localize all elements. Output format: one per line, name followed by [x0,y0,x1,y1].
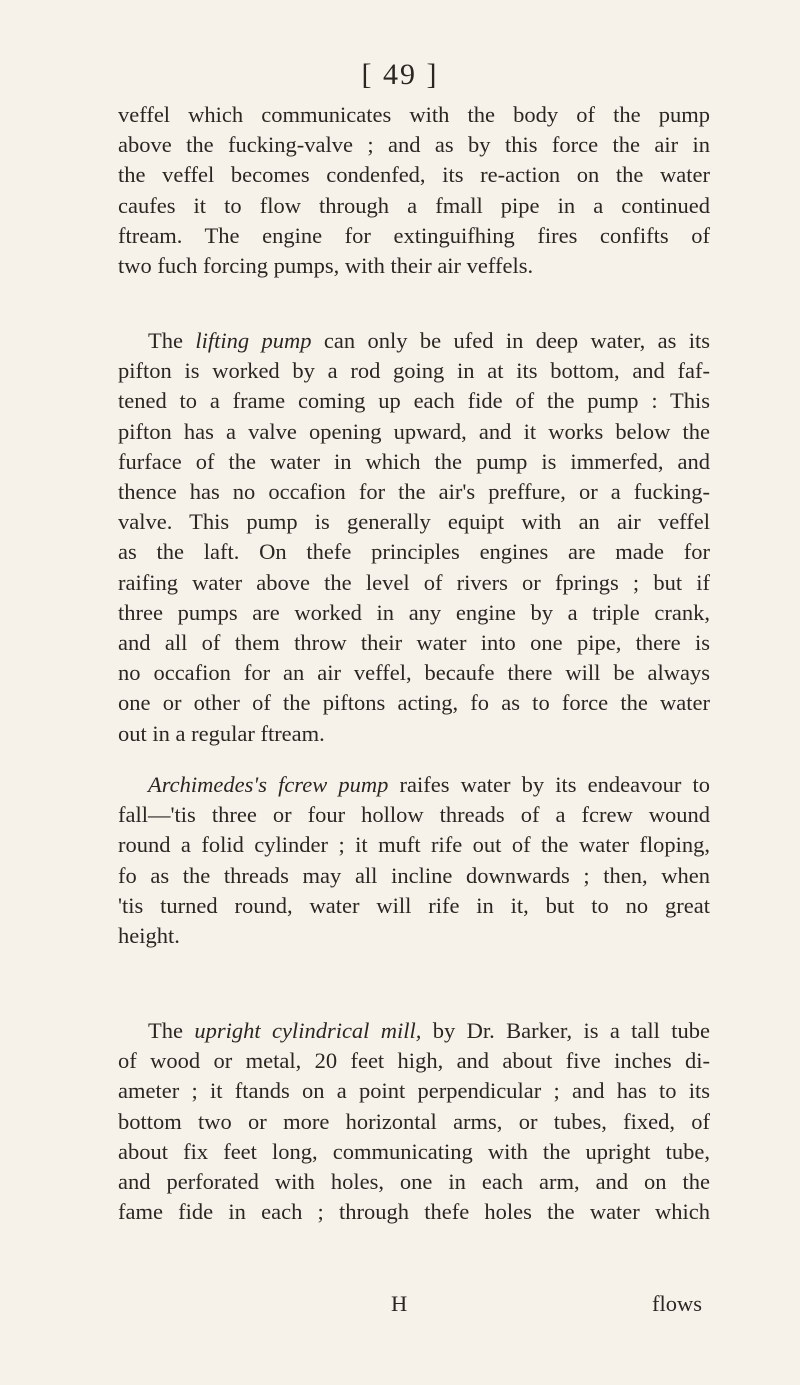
paragraph-lifting-pump [118,326,710,749]
text-line: ameter ; it ftands on a point perpendicular ; and has to its [118,1078,710,1104]
text-line: furface of the water in which the pump is immerfed, and [118,448,710,474]
text-line [118,326,710,356]
text-line: the veffel becomes condenfed, its re-action on the water [118,162,710,188]
text-line: 'tis turned round, water will rife in it, but to no great [118,892,710,918]
text-line: one or other of the piftons acting, fo as to force the water [118,690,710,716]
text-line: of wood or metal, 20 feet high, and about five inches di- [118,1048,710,1074]
text-line: about fix feet long, communicating with the upright tube, [118,1138,710,1164]
text-line: raifing water above the level of rivers or fprings ; but if [118,569,710,595]
text-line: out in a regular ftream. [118,720,325,746]
text-line: pifton is worked by a rod going in at its bottom, and faf- [118,358,710,384]
text-line: bottom two or more horizontal arms, or tubes, fixed, of [118,1108,710,1134]
italic-term: upright cylindrical mill, [194,1018,422,1043]
text-line: height. [118,923,180,949]
page-number: [ 49 ] [361,58,439,91]
text-line: pifton has a valve opening upward, and it works below the [118,418,710,444]
text-line: caufes it to flow through a fmall pipe in a continued [118,192,710,218]
text-line: ftream. The engine for extinguifhing fires confifts of [118,222,710,248]
text-line: tened to a frame coming up each fide of the pump : This [118,388,710,414]
paragraph-forcing-pump [118,100,710,281]
text-line: round a folid cylinder ; it muft rife out of the water floping, [118,832,710,858]
text-line: and perforated with holes, one in each arm, and on the [118,1169,710,1195]
text-line [118,770,710,800]
lead-text: The [148,328,196,353]
text-line: fo as the threads may all incline downwards ; then, when [118,862,710,888]
text-line: as the laft. On thefe principles engines are made for [118,539,710,565]
text-line: thence has no occafion for the air's preffure, or a fucking- [118,479,710,505]
text-line: and all of them throw their water into one pipe, there is [118,630,710,656]
italic-term: Archimedes's fcrew pump [148,772,389,797]
line-remainder: by Dr. Barker, is a tall tube [421,1018,711,1043]
text-line: fall—'tis three or four hollow threads of a fcrew wound [118,802,710,828]
paragraph-archimedes-screw [118,770,710,951]
text-line: veffel which communicates with the body of the pump [118,102,710,127]
text-line [118,1016,710,1046]
text-line: no occafion for an air veffel, becaufe there will be always [118,660,710,686]
line-remainder: can only be ufed in deep water, as its [311,328,710,353]
catchword: flows [652,1291,702,1316]
text-line: two fuch forcing pumps, with their air veffels. [118,253,534,279]
signature-mark: H [391,1291,408,1316]
lead-text: The [148,1018,195,1043]
line-remainder: raifes water by its endeavour to [388,772,710,797]
text-line: fame fide in each ; through thefe holes the water which [118,1199,710,1225]
italic-term: lifting pump [195,328,312,353]
text-line: three pumps are worked in any engine by a triple crank, [118,599,710,625]
text-line: above the fucking-valve ; and as by this force the air in [118,132,710,158]
paragraph-cylindrical-mill [118,1016,710,1227]
text-line: valve. This pump is generally equipt with an air veffel [118,509,710,535]
